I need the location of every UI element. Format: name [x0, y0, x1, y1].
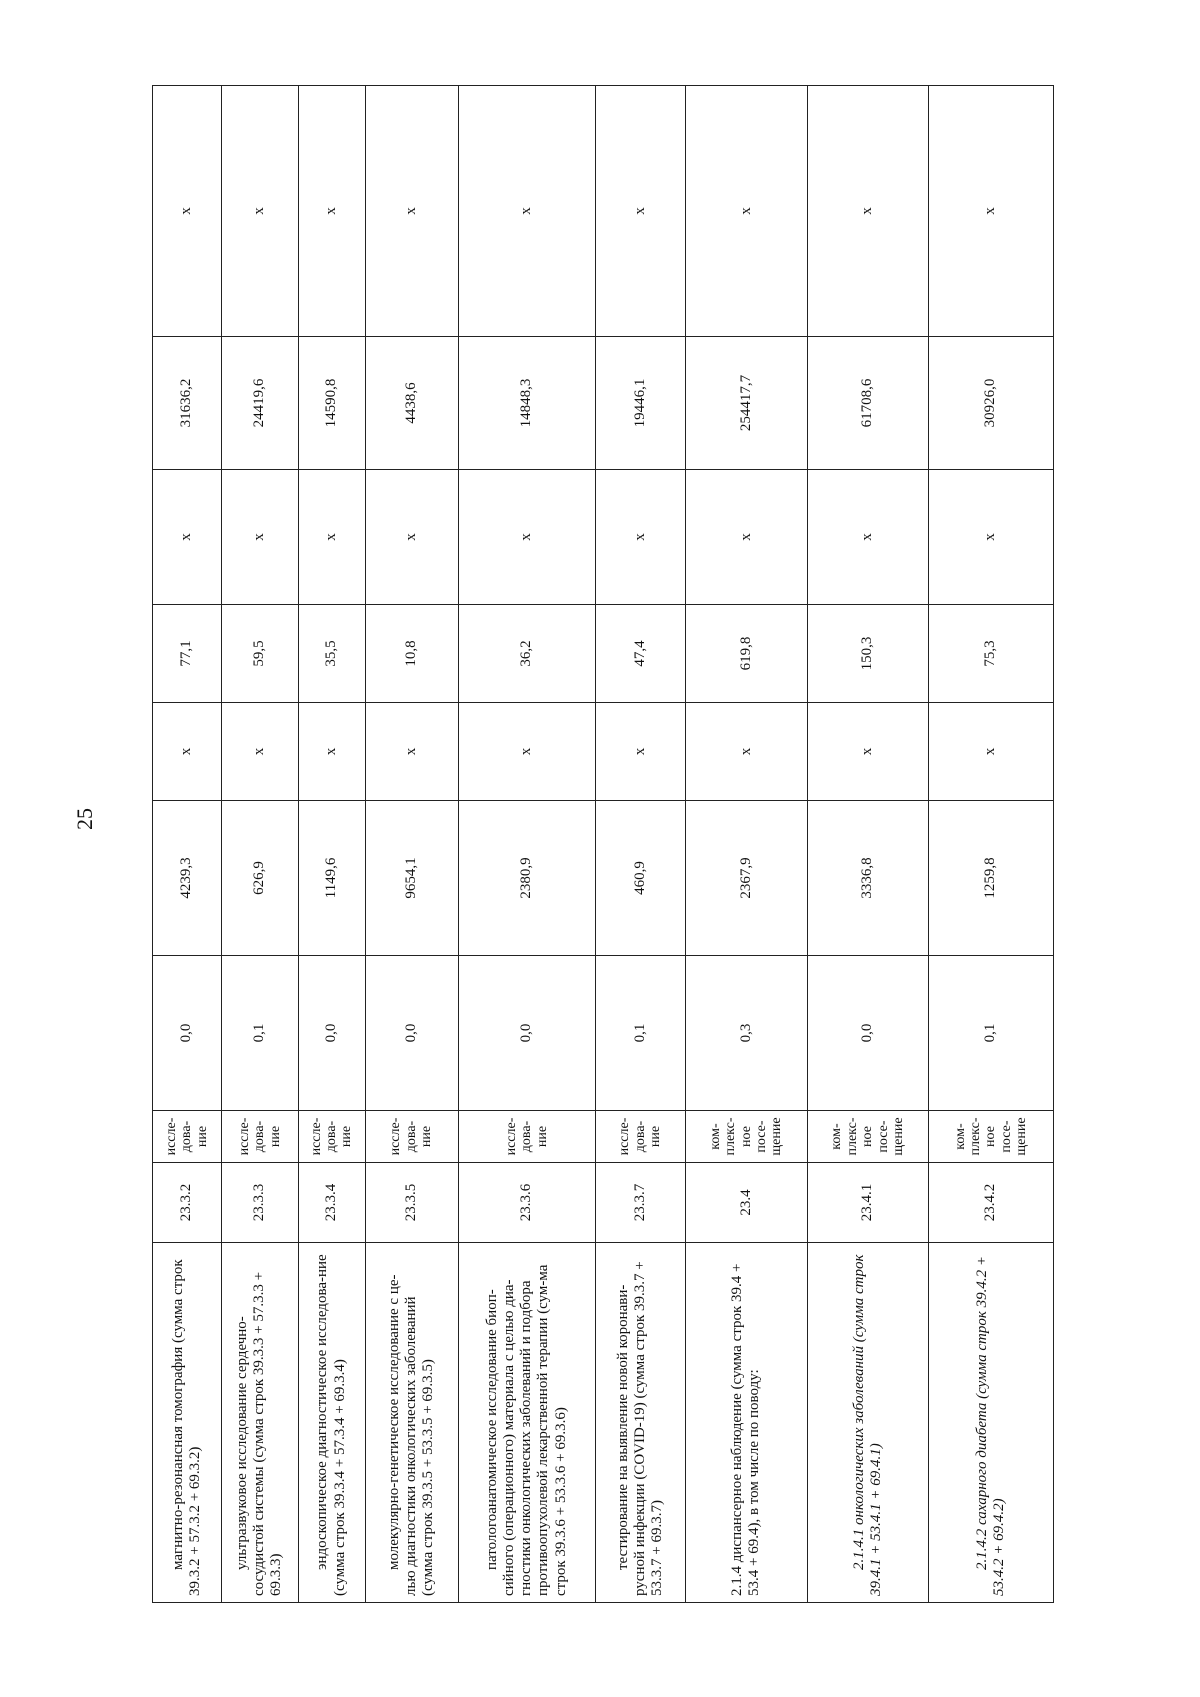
row-value-3: х — [298, 703, 365, 801]
row-value-1: 0,0 — [807, 956, 929, 1111]
row-value-4: 619,8 — [685, 605, 807, 703]
row-unit: иссле-дова-ние — [153, 1111, 222, 1163]
row-value-1: 0,0 — [153, 956, 222, 1111]
row-code: 23.4.2 — [929, 1163, 1054, 1243]
row-value-2: 9654,1 — [365, 801, 458, 956]
table-row — [807, 86, 929, 1603]
row-value-2: 2380,9 — [458, 801, 595, 956]
row-unit: иссле-дова-ние — [365, 1111, 458, 1163]
row-value-5: х — [153, 470, 222, 605]
row-code: 23.3.5 — [365, 1163, 458, 1243]
row-value-3: х — [807, 703, 929, 801]
row-value-5: х — [596, 470, 686, 605]
row-unit: ком-плекс-ное посе-щение — [685, 1111, 807, 1163]
row-name: 2.1.4 диспансерное наблюдение (сумма строк 39.4 + 53.4 + 69.4), в том числе по поводу: — [685, 1243, 807, 1603]
row-value-3: х — [929, 703, 1054, 801]
row-code: 23.3.4 — [298, 1163, 365, 1243]
row-unit: иссле-дова-ние — [596, 1111, 686, 1163]
row-value-7: х — [596, 86, 686, 337]
row-value-2: 626,9 — [221, 801, 298, 956]
row-value-5: х — [929, 470, 1054, 605]
row-code: 23.4 — [685, 1163, 807, 1243]
row-value-5: х — [221, 470, 298, 605]
row-value-2: 1149,6 — [298, 801, 365, 956]
row-value-6: 19446,1 — [596, 337, 686, 470]
row-value-1: 0,0 — [365, 956, 458, 1111]
row-value-7: х — [298, 86, 365, 337]
row-value-4: 59,5 — [221, 605, 298, 703]
row-name: молекулярно-генетическое исследование с це-лью диагностики онкологических заболеваний (сумма строк 39.3.5 + 53.3.5 + 69.3.5) — [365, 1243, 458, 1603]
row-code: 23.3.7 — [596, 1163, 686, 1243]
row-name: патологоанатомическое исследование биоп-сийного (операционного) материала с целью диа-гностики онкологических заболеваний и подбора противоопухолевой лекарственной терапии (сум-ма строк 39.3.6 + 53.3.6 + 69.3.6) — [458, 1243, 595, 1603]
table-row — [596, 86, 686, 1603]
row-code: 23.3.2 — [153, 1163, 222, 1243]
row-value-6: 31636,2 — [153, 337, 222, 470]
row-value-4: 36,2 — [458, 605, 595, 703]
row-value-4: 35,5 — [298, 605, 365, 703]
row-name: магнитно-резонансная томография (сумма строк 39.3.2 + 57.3.2 + 69.3.2) — [153, 1243, 222, 1603]
row-value-1: 0,1 — [929, 956, 1054, 1111]
row-name: 2.1.4.2 сахарного диабета (сумма строк 39.4.2 + 53.4.2 + 69.4.2) — [929, 1243, 1054, 1603]
row-value-1: 0,0 — [458, 956, 595, 1111]
row-value-1: 0,1 — [221, 956, 298, 1111]
row-value-4: 47,4 — [596, 605, 686, 703]
row-name: ультразвуковое исследование сердечно-сосудистой системы (сумма строк 39.3.3 + 57.3.3 + 69.3.3) — [221, 1243, 298, 1603]
row-value-6: 4438,6 — [365, 337, 458, 470]
row-unit: иссле-дова-ние — [221, 1111, 298, 1163]
table-row — [153, 86, 222, 1603]
row-value-5: х — [685, 470, 807, 605]
row-value-3: х — [365, 703, 458, 801]
row-value-6: 24419,6 — [221, 337, 298, 470]
row-code: 23.4.1 — [807, 1163, 929, 1243]
row-value-2: 460,9 — [596, 801, 686, 956]
row-value-4: 77,1 — [153, 605, 222, 703]
row-value-4: 10,8 — [365, 605, 458, 703]
row-unit: иссле-дова-ние — [298, 1111, 365, 1163]
table-row — [221, 86, 298, 1603]
row-value-5: х — [458, 470, 595, 605]
row-value-7: х — [153, 86, 222, 337]
table-row — [365, 86, 458, 1603]
row-value-7: х — [365, 86, 458, 337]
table-row — [298, 86, 365, 1603]
row-unit: иссле-дова-ние — [458, 1111, 595, 1163]
rotated-table-container — [152, 86, 1054, 1603]
row-value-4: 75,3 — [929, 605, 1054, 703]
row-name: тестирование на выявление новой коронави-русной инфекции (COVID-19) (сумма строк 39.3.7 + 53.3.7 + 69.3.7) — [596, 1243, 686, 1603]
row-value-2: 1259,8 — [929, 801, 1054, 956]
table-row — [458, 86, 595, 1603]
row-value-1: 0,0 — [298, 956, 365, 1111]
row-unit: ком-плекс-ное посе-щение — [929, 1111, 1054, 1163]
row-value-2: 4239,3 — [153, 801, 222, 956]
row-value-6: 14848,3 — [458, 337, 595, 470]
row-value-7: х — [807, 86, 929, 337]
row-value-6: 254417,7 — [685, 337, 807, 470]
row-value-2: 2367,9 — [685, 801, 807, 956]
row-unit: ком-плекс-ное посе-щение — [807, 1111, 929, 1163]
row-value-7: х — [929, 86, 1054, 337]
row-value-6: 14590,8 — [298, 337, 365, 470]
data-table — [152, 85, 1054, 1603]
page-number: 25 — [72, 808, 97, 830]
row-name: эндоскопическое диагностическое исследова-ние (сумма строк 39.3.4 + 57.3.4 + 69.3.4) — [298, 1243, 365, 1603]
row-value-3: х — [596, 703, 686, 801]
row-value-5: х — [365, 470, 458, 605]
row-name: 2.1.4.1 онкологических заболеваний (сумма строк 39.4.1 + 53.4.1 + 69.4.1) — [807, 1243, 929, 1603]
row-value-6: 30926,0 — [929, 337, 1054, 470]
row-value-5: х — [298, 470, 365, 605]
row-value-1: 0,3 — [685, 956, 807, 1111]
row-value-3: х — [685, 703, 807, 801]
row-value-5: х — [807, 470, 929, 605]
row-value-3: х — [153, 703, 222, 801]
table-row — [929, 86, 1054, 1603]
row-value-3: х — [458, 703, 595, 801]
row-value-6: 61708,6 — [807, 337, 929, 470]
row-code: 23.3.3 — [221, 1163, 298, 1243]
row-value-7: х — [458, 86, 595, 337]
row-value-1: 0,1 — [596, 956, 686, 1111]
row-value-7: х — [221, 86, 298, 337]
row-value-4: 150,3 — [807, 605, 929, 703]
row-value-2: 3336,8 — [807, 801, 929, 956]
table-row — [685, 86, 807, 1603]
row-value-7: х — [685, 86, 807, 337]
row-value-3: х — [221, 703, 298, 801]
row-code: 23.3.6 — [458, 1163, 595, 1243]
